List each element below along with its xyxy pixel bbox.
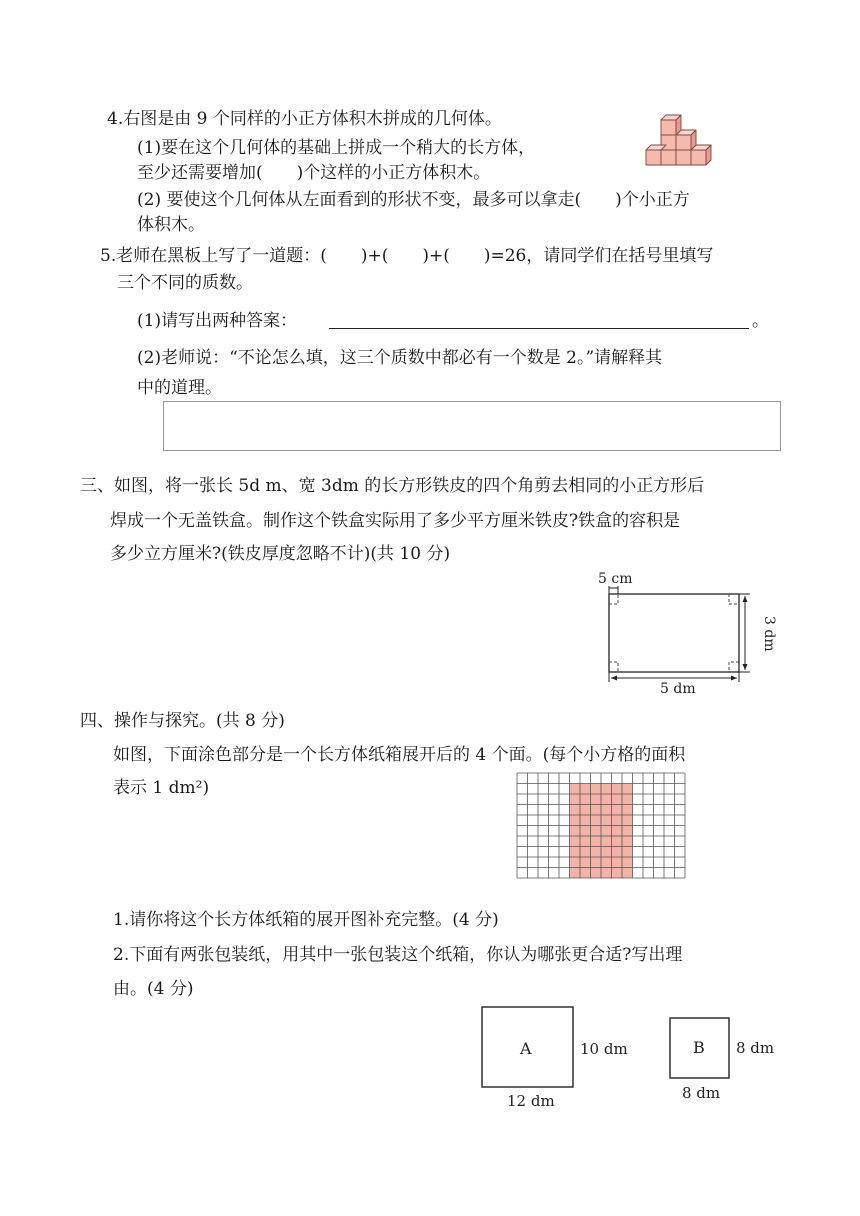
q5-stem-line1: 5.老师在黑板上写了一道题：( )+( )+( )=26，请同学们在括号里填写 — [100, 246, 714, 266]
grid-lines — [517, 773, 685, 878]
section3-line3: 多少立方厘米?(铁皮厚度忽略不计)(共 10 分) — [110, 544, 451, 564]
q5-explanation-box[interactable] — [163, 401, 781, 451]
sheet-width-label: 5 dm — [660, 681, 696, 696]
sheet-rectangle — [609, 594, 739, 672]
q5-part2-line2: 中的道理。 — [137, 378, 222, 398]
section3-line1: 三、如图，将一张长 5d m、宽 3dm 的长方形铁皮的四个角剪去相同的小正方形后 — [80, 476, 705, 496]
section4-intro-line1: 如图，下面涂色部分是一个长方体纸箱展开后的 4 个面。(每个小方格的面积 — [113, 745, 686, 765]
q4-part2-line2: 体积木。 — [137, 215, 205, 235]
iron-sheet-figure — [598, 566, 778, 696]
q5-part1-end: 。 — [752, 311, 769, 331]
q5-part2-line1: (2)老师说：“不论怎么填，这三个质数中都必有一个数是 2。”请解释其 — [137, 348, 663, 368]
paper-b-height-label: 8 dm — [736, 1039, 775, 1057]
paper-b-width-label: 8 dm — [682, 1084, 721, 1102]
section4-title: 四、操作与探究。(共 8 分) — [80, 711, 285, 731]
corner-size-label: 5 cm — [598, 571, 633, 587]
section3-line2: 焊成一个无盖铁盒。制作这个铁盒实际用了多少平方厘米铁皮?铁盒的容积是 — [110, 511, 681, 531]
q5-part1-label: (1)请写出两种答案： — [137, 311, 298, 331]
q4-part1-line1: (1)要在这个几何体的基础上拼成一个稍大的长方体， — [137, 138, 536, 158]
q5-stem-line2: 三个不同的质数。 — [117, 273, 253, 293]
q4-part1-line2: 至少还需要增加( )个这样的小正方体积木。 — [137, 163, 491, 183]
paper-b-label: B — [693, 1038, 705, 1057]
q5-answer-line[interactable] — [329, 328, 749, 329]
section4-task2-line1: 2.下面有两张包装纸，用其中一张包装这个纸箱，你认为哪张更合适?写出理 — [113, 945, 683, 965]
q4-stem: 4.右图是由 9 个同样的小正方体积木拼成的几何体。 — [107, 109, 502, 129]
unfold-grid — [516, 772, 688, 890]
section4-task2-line2: 由。(4 分) — [113, 979, 194, 999]
cube-stack-figure — [640, 112, 720, 174]
paper-a-label: A — [520, 1039, 532, 1058]
wrapping-papers-figure — [470, 1005, 790, 1115]
sheet-height-label: 3 dm — [761, 616, 777, 652]
paper-a-height-label: 10 dm — [580, 1040, 628, 1058]
paper-a-width-label: 12 dm — [507, 1092, 555, 1110]
section4-intro-line2: 表示 1 dm²) — [113, 778, 210, 798]
q4-part2-line1: (2) 要使这个几何体从左面看到的形状不变，最多可以拿走( )个小正方 — [137, 190, 690, 210]
section4-task1: 1.请你将这个长方体纸箱的展开图补充完整。(4 分) — [113, 910, 499, 930]
